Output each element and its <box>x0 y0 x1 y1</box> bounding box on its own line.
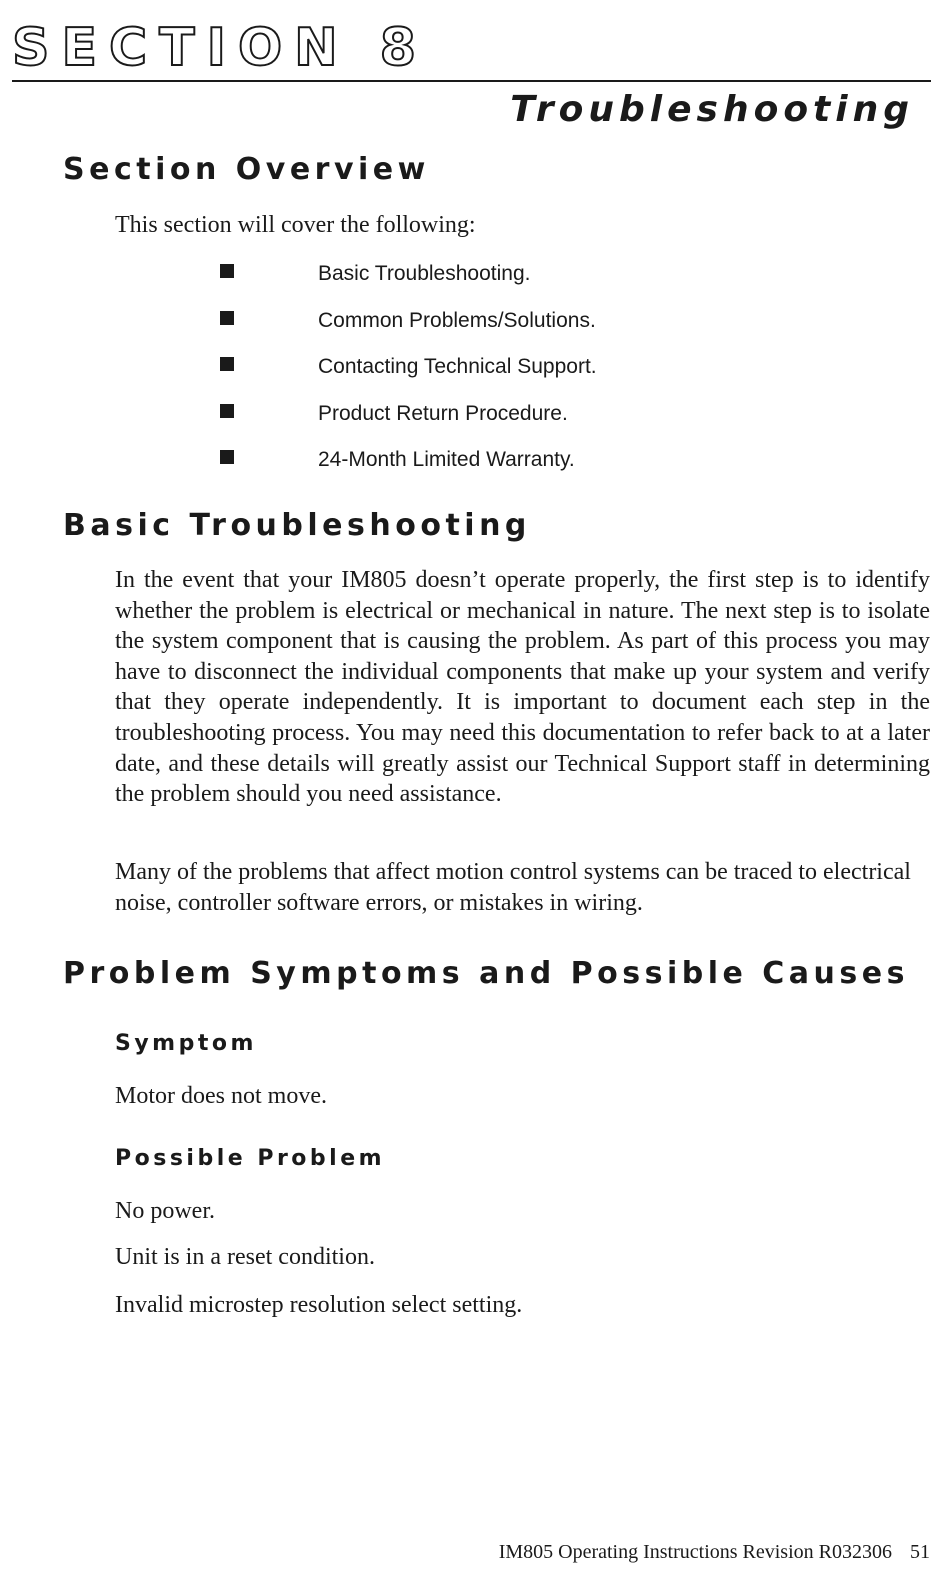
list-item-label: Common Problems/Solutions. <box>318 308 596 332</box>
noise-paragraph: Many of the problems that affect motion control systems can be traced to electrical noise, controller software errors, or mistakes in wiring. <box>115 859 911 916</box>
basic-troubleshooting-heading: Basic Troubleshooting <box>63 508 531 543</box>
square-bullet-icon <box>220 450 234 464</box>
section-number-heading: SECTION 8 <box>12 18 428 78</box>
page-number: 51 <box>910 1541 930 1563</box>
chapter-title: Troubleshooting <box>510 89 914 130</box>
symptom-heading: Symptom <box>115 1031 257 1056</box>
list-item-label: Basic Troubleshooting. <box>318 262 531 285</box>
cause-item: Unit is in a reset condition. <box>115 1244 375 1270</box>
header-rule <box>12 80 931 82</box>
list-item-label: 24-Month Limited Warranty. <box>318 448 575 471</box>
list-item-label: Product Return Procedure. <box>318 401 568 425</box>
page-footer <box>499 1541 930 1564</box>
square-bullet-icon <box>220 357 234 371</box>
symptom-text: Motor does not move. <box>115 1083 327 1109</box>
square-bullet-icon <box>220 264 234 278</box>
footer-document-title: IM805 Operating Instructions Revision R032306 <box>498 1541 892 1563</box>
section-overview-heading: Section Overview <box>63 152 430 187</box>
square-bullet-icon <box>220 404 234 418</box>
list-item-label: Contacting Technical Support. <box>318 355 597 378</box>
possible-problem-heading: Possible Problem <box>115 1146 386 1171</box>
cause-item: No power. <box>115 1198 215 1224</box>
problem-symptoms-heading: Problem Symptoms and Possible Causes <box>63 956 909 991</box>
basic-troubleshooting-paragraph: In the event that your IM805 doesn’t operate properly, the first step is to identify whether the problem is electrical or mechanical in nature. The next step is to isolate the system component that is causing the problem. As part of this process you may have to disconnect the individual components that make up your system and verify that they operate independently. It is important to document each step in the troubleshooting process. You may need this documentation to refer back to at a later date, and these details will greatly assist our Technical Support staff in determining the problem should you need assistance. <box>115 567 930 808</box>
cause-item: Invalid microstep resolution select setting. <box>115 1292 523 1318</box>
square-bullet-icon <box>220 311 234 325</box>
overview-intro: This section will cover the following: <box>115 212 476 238</box>
